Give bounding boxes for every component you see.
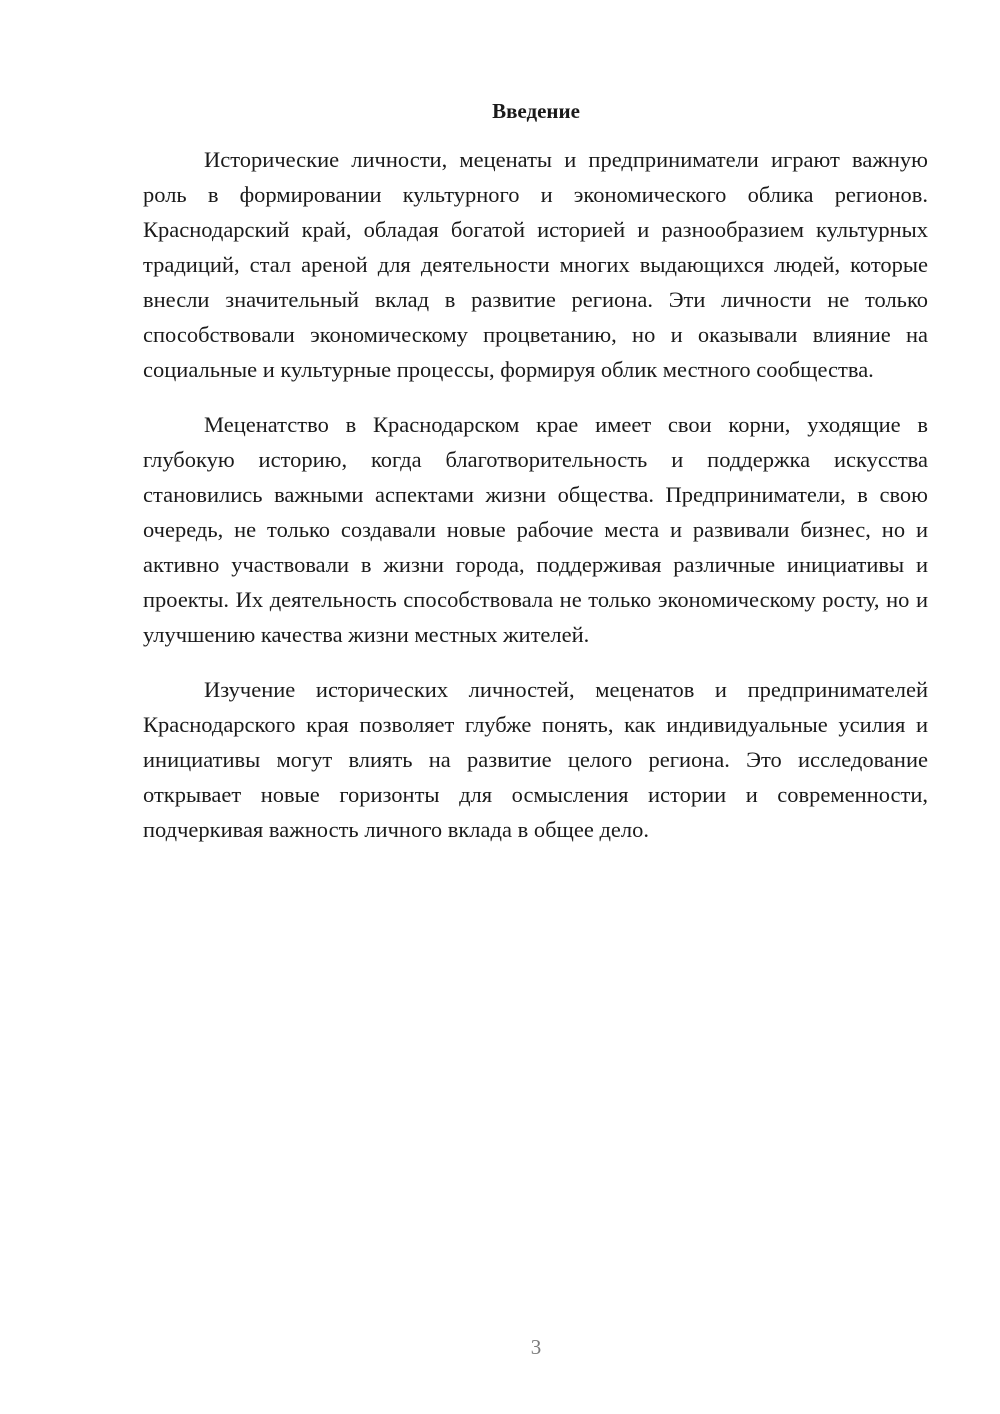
paragraph-1: Исторические личности, меценаты и предприниматели играют важную роль в формировании культурного и экономического облика регионов. Краснодарский край, обладая богатой историей и разнообразием культурных традиций, стал ареной для деятельности многих выдающихся людей, которые внесли значительный вклад в развитие региона. Эти личности не только способствовали экономическому процветанию, но и оказывали влияние на социальные и культурные процессы, формируя облик местного сообщества. [143, 147, 928, 382]
page-number: 3 [530, 1335, 542, 1359]
section-title: Введение [492, 99, 580, 123]
paragraph-2: Меценатство в Краснодарском крае имеет свои корни, уходящие в глубокую историю, когда благотворительность и поддержка искусства становились важными аспектами жизни общества. Предприниматели, в свою очередь, не только создавали новые рабочие места и развивали бизнес, но и активно участвовали в жизни города, поддерживая различные инициативы и проекты. Их деятельность способствовала не только экономическому росту, но и улучшению качества жизни местных жителей. [143, 412, 928, 647]
body-text [143, 142, 928, 867]
paragraph-3: Изучение исторических личностей, меценатов и предпринимателей Краснодарского края позволяет глубже понять, как индивидуальные усилия и инициативы могут влиять на развитие целого региона. Это исследование открывает новые горизонты для осмысления истории и современности, подчеркивая важность личного вклада в общее дело. [143, 677, 928, 842]
